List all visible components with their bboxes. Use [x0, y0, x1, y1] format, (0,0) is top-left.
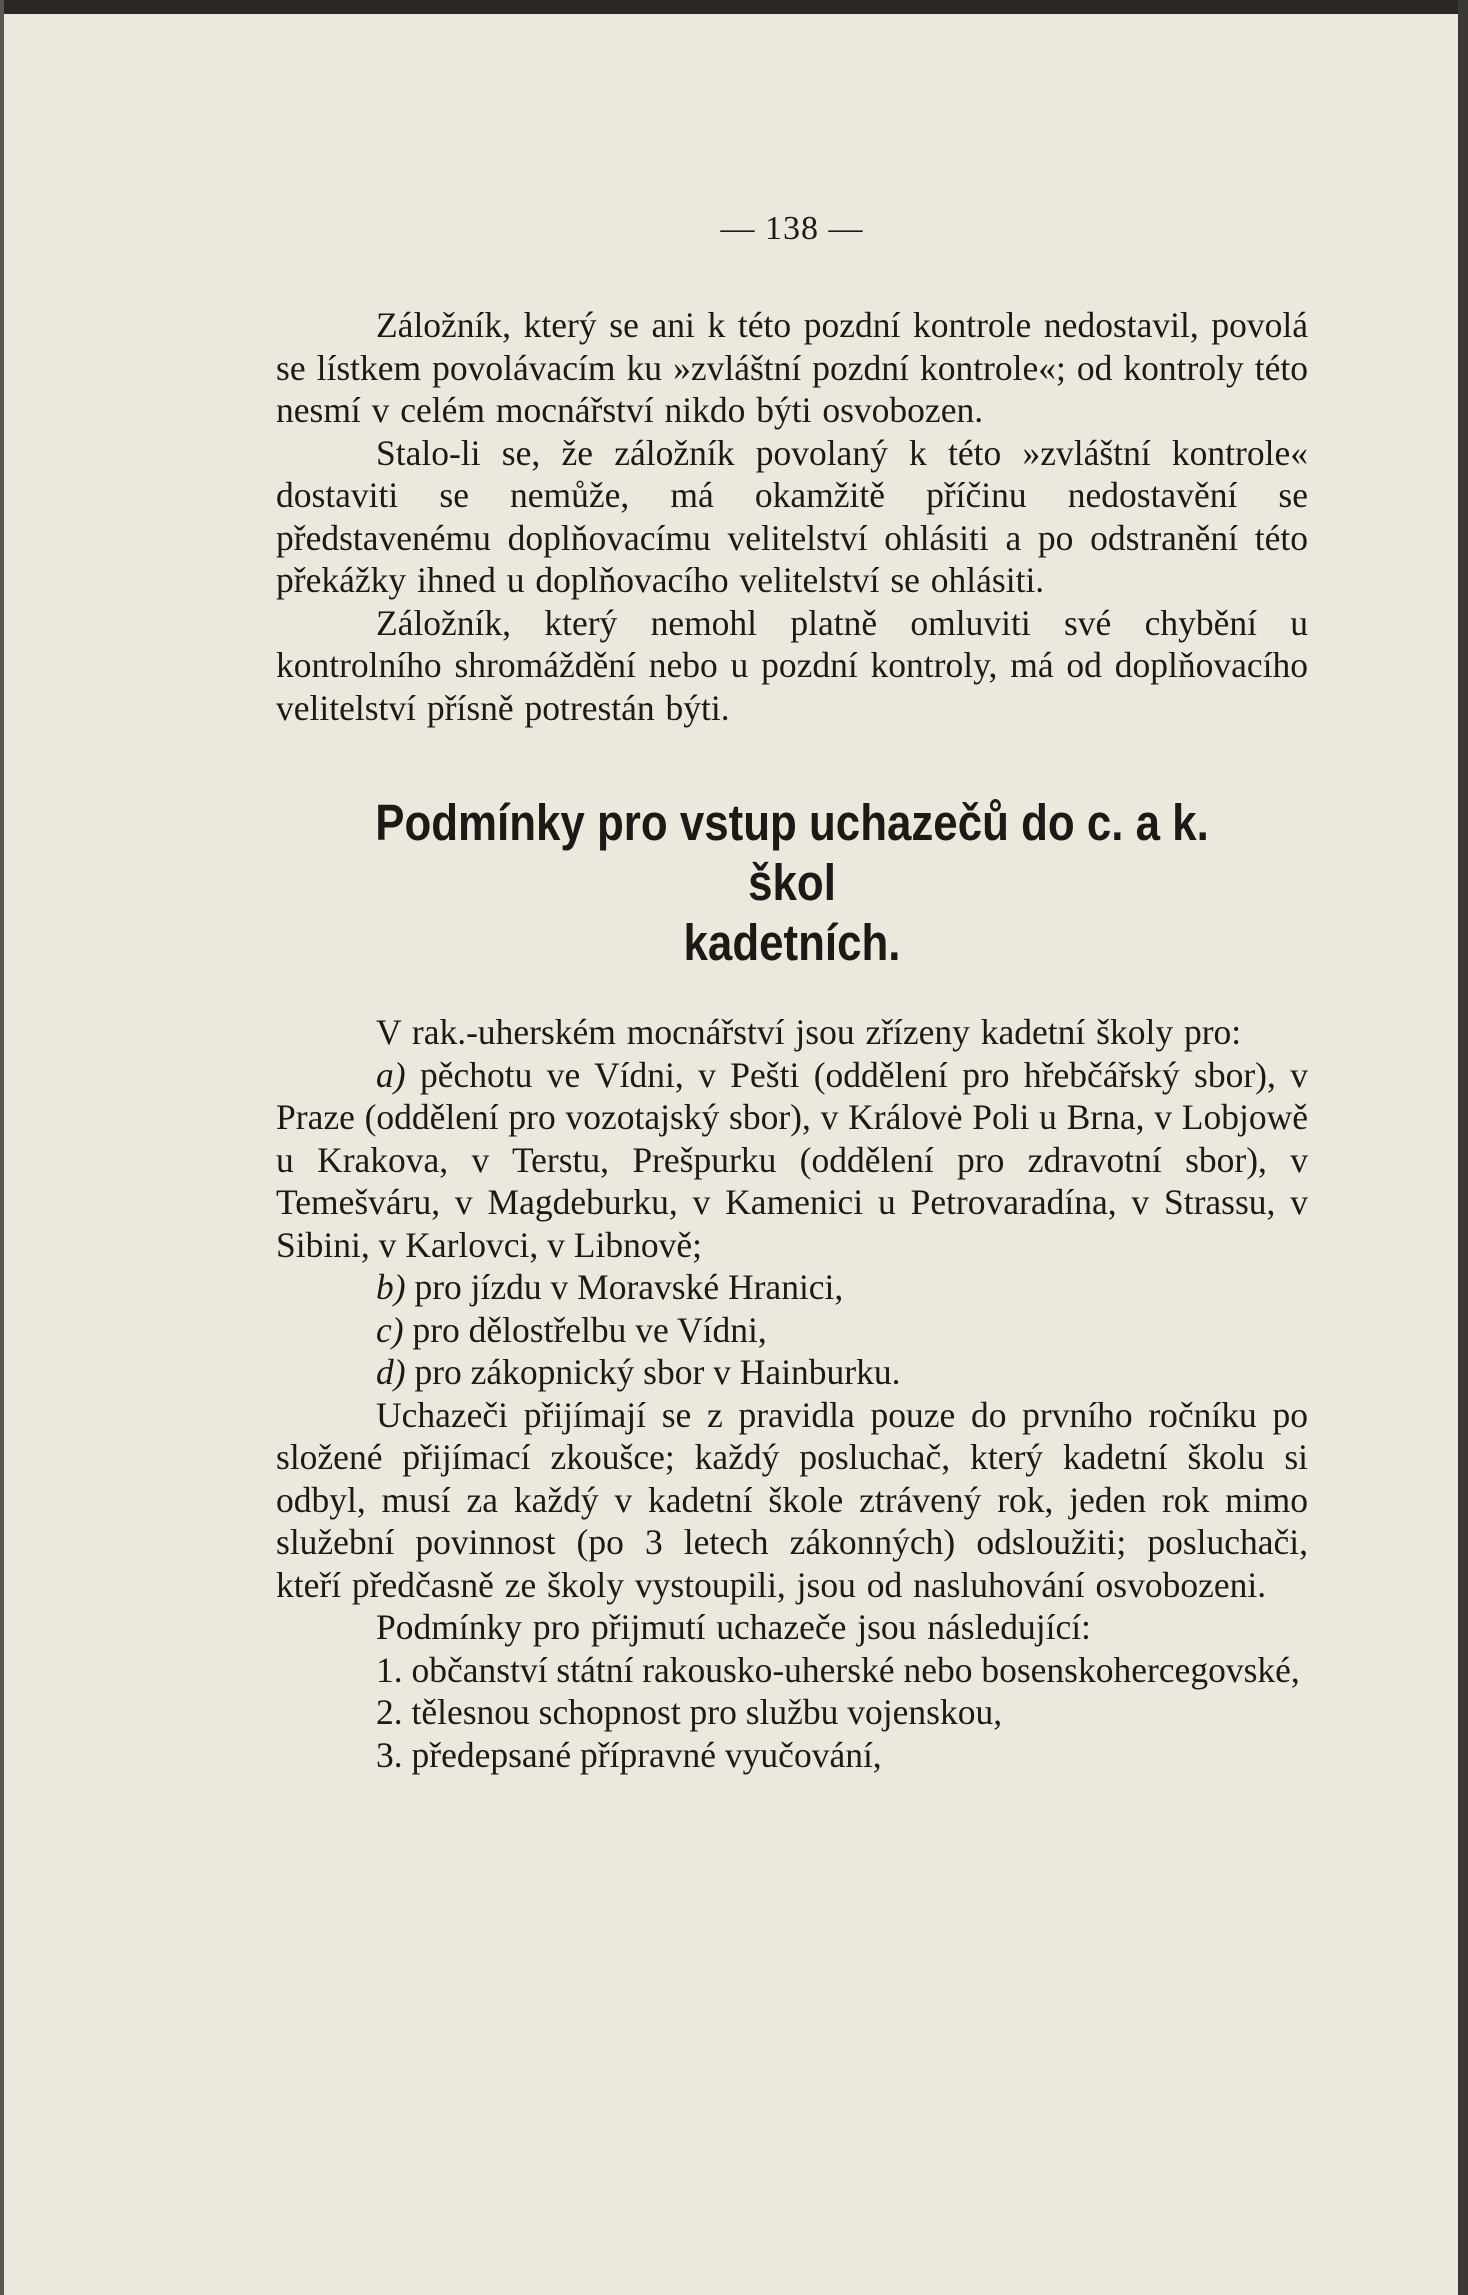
list-item-artillery [276, 1309, 1308, 1352]
list-item-pioneers [276, 1351, 1308, 1394]
condition-item-fitness [276, 1691, 1308, 1734]
list-text: pro zákopnický sbor v Hainburku. [414, 1352, 901, 1392]
section-heading-line-1: Podmínky pro vstup uchazečů do c. a k. škol [375, 794, 1209, 911]
paragraph-admission-rules: Uchazeči přijímají se z pravidla pouze do prvního ročníku po složené přijímací zkoušce; každý posluchač, který kadetní školu si odbyl, musí za každý v kadetní škole ztrávený rok, jeden rok mimo služební povinnost (po 3 letech zákonných) odsloužiti; posluchači, kteří předčasně ze školy vystoupili, jsou od nasluhování osvobozeni. [276, 1394, 1308, 1605]
list-text: pro jízdu v Moravské Hranici, [414, 1267, 844, 1307]
list-label: b) [376, 1267, 406, 1307]
section-heading [348, 793, 1236, 973]
paragraph-punishment: Záložník, který nemohl platně omluviti své chybění u kontrolního shromáždění nebo u pozdní kontroly, má od doplňovacího velitelství přísně potrestán býti. [276, 602, 1308, 728]
scan-border-top [0, 0, 1468, 14]
condition-text: předepsané přípravné vyučování, [411, 1734, 882, 1775]
page-body [276, 210, 1308, 1776]
list-label: a) [376, 1054, 406, 1095]
list-text: pro dělostřelbu ve Vídni, [412, 1309, 767, 1350]
list-label: d) [376, 1352, 406, 1392]
scan-border-left [0, 0, 4, 2295]
scan-border-right [1458, 0, 1468, 2295]
list-label: c) [376, 1309, 404, 1350]
condition-text: občanství státní rakousko-uherské nebo bosenskohercegovské, [411, 1649, 1300, 1690]
list-item-cavalry [276, 1266, 1308, 1309]
page-number: — 138 — [720, 210, 864, 247]
condition-number: 3. [376, 1734, 403, 1775]
condition-number: 2. [376, 1692, 403, 1732]
paragraph-late-control: Záložník, který se ani k této pozdní kontrole nedostavil, povolá se lístkem povolávacím ku »zvláštní pozdní kontrole«; od kontroly této nesmí v celém mocnářství nikdo býti osvobozen. [276, 305, 1308, 430]
list-text: pěchotu ve Vídni, v Pešti (oddělení pro hřebčářský sbor), v Praze (oddělení pro vozotajský sbor), v Královė Poli u Brna, v Lobjowě u Krakova, v Terstu, Prešpurku (oddělení pro zdravotní sbor), v Temešváru, v Magdeburku, v Kamenici u Petrovaradína, v Strassu, v Sibini, v Karlovci, v Libnově; [276, 1054, 1309, 1265]
paragraph-conditions-intro: Podmínky pro přijmutí uchazeče jsou následující: [376, 1607, 1091, 1647]
list-item-infantry [276, 1054, 1308, 1267]
condition-item-citizenship [276, 1649, 1308, 1692]
condition-text: tělesnou schopnost pro službu vojenskou, [411, 1692, 1003, 1732]
section-heading-line-2: kadetních. [683, 914, 901, 971]
paragraph-intro-schools: V rak.-uherském mocnářství jsou zřízeny kadetní školy pro: [376, 1012, 1242, 1052]
paragraph-cannot-attend: Stalo-li se, že záložník povolaný k této »zvláštní kontrole« dostaviti se nemůže, má okamžitě příčinu nedostavění se představenému doplňovacímu velitelství ohlásiti a po odstranění této překážky ihned u doplňovacího velitelství se ohlásiti. [276, 432, 1308, 600]
condition-item-education [276, 1734, 1308, 1777]
condition-number: 1. [376, 1649, 403, 1690]
